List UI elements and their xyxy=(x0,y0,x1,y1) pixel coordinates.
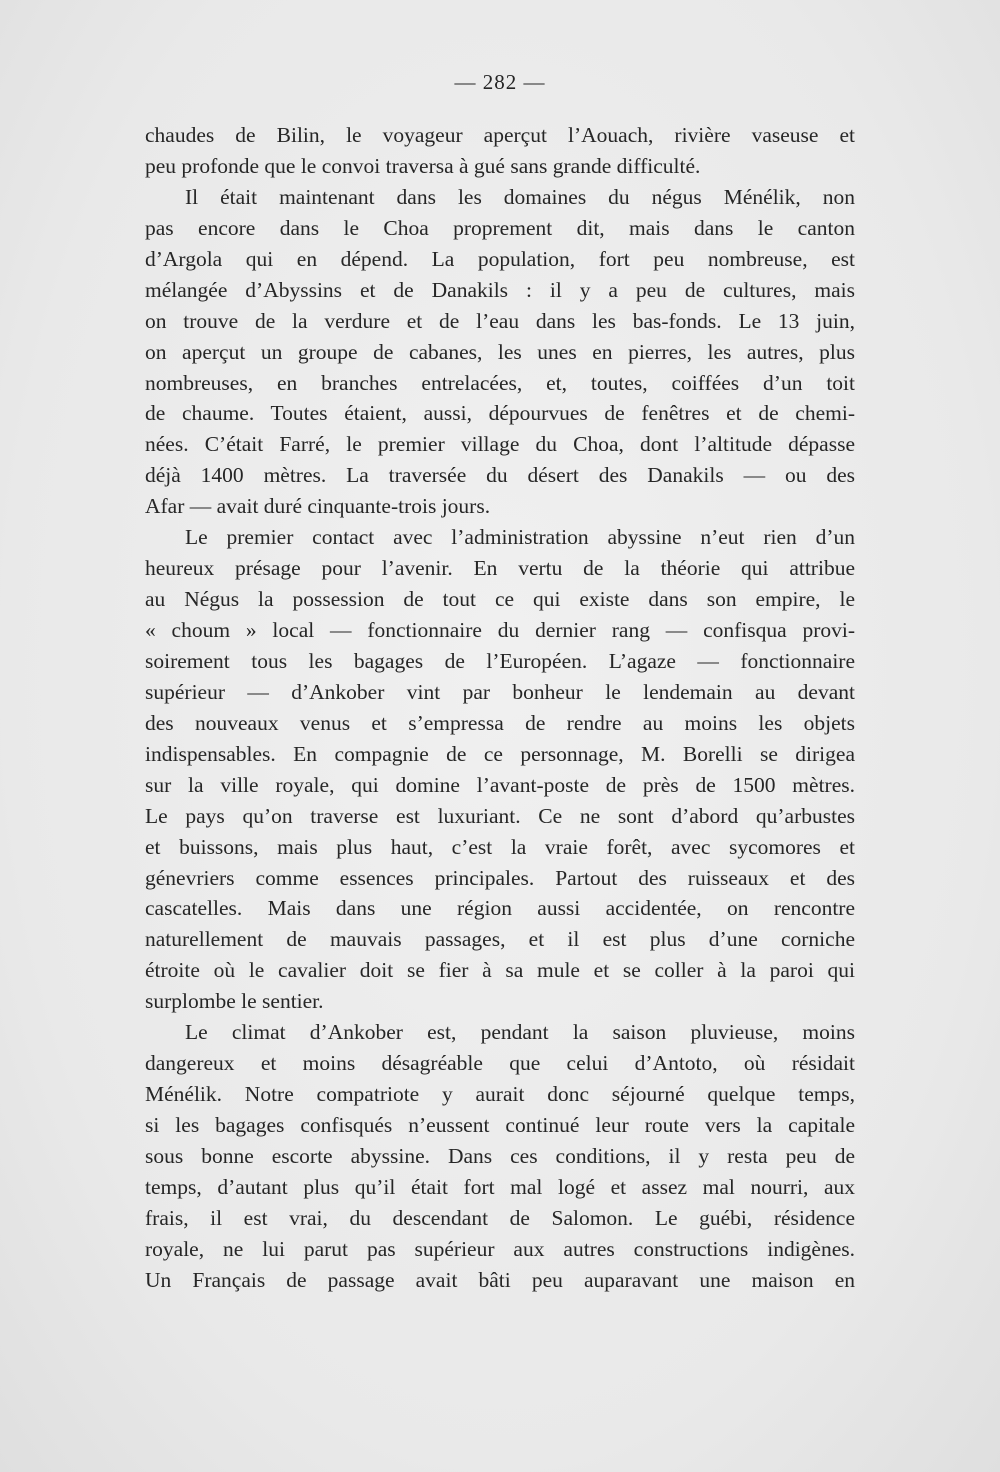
text-line: Afar — avait duré cinquante-trois jours. xyxy=(145,494,491,519)
text-line: surplombe le sentier. xyxy=(145,989,324,1014)
text-line: dangereux et moins désagréable que celui d’Antoto, où résidait xyxy=(145,1051,855,1076)
text-line: Le climat d’Ankober est, pendant la saison pluvieuse, moins xyxy=(185,1020,855,1045)
text-line: supérieur — d’Ankober vint par bonheur le lendemain au devant xyxy=(145,679,855,704)
text-line: déjà 1400 mètres. La traversée du désert des Danakils — ou des xyxy=(145,463,855,488)
text-line: chaudes de Bilin, le voyageur aperçut l’Aouach, rivière vaseuse et xyxy=(145,123,855,147)
text-line: on trouve de la verdure et de l’eau dans les bas-fonds. Le 13 juin, xyxy=(145,308,855,333)
text-line: cascatelles. Mais dans une région aussi accidentée, on rencontre xyxy=(145,896,855,921)
text-line: Le pays qu’on traverse est luxuriant. Ce ne sont d’abord qu’arbustes xyxy=(145,803,855,828)
text-line: frais, il est vrai, du descendant de Salomon. Le guébi, résidence xyxy=(145,1205,855,1230)
text-line: et buissons, mais plus haut, c’est la vraie forêt, avec sycomores et xyxy=(145,834,855,859)
text-line: des nouveaux venus et s’empressa de rendre au moins les objets xyxy=(145,710,855,735)
text-line: heureux présage pour l’avenir. En vertu de la théorie qui attribue xyxy=(145,556,855,581)
text-line: pas encore dans le Choa proprement dit, mais dans le canton xyxy=(145,215,855,240)
text-line: au Négus la possession de tout ce qui existe dans son empire, le xyxy=(145,587,855,612)
text-line: Ménélik. Notre compatriote y aurait donc séjourné quelque temps, xyxy=(145,1082,855,1107)
body-text xyxy=(145,120,855,1296)
page-number: — 282 — xyxy=(454,70,546,94)
text-line: « choum » local — fonctionnaire du dernier rang — confisqua provi- xyxy=(145,618,855,642)
text-line: Le premier contact avec l’administration abyssine n’eut rien d’un xyxy=(185,525,855,550)
text-line: mélangée d’Abyssins et de Danakils : il y a peu de cultures, mais xyxy=(145,277,855,302)
text-line: sous bonne escorte abyssine. Dans ces conditions, il y resta peu de xyxy=(145,1143,855,1168)
text-line: soirement tous les bagages de l’Européen. L’agaze — fonctionnaire xyxy=(145,648,855,673)
text-line: nombreuses, en branches entrelacées, et, toutes, coiffées d’un toit xyxy=(145,370,855,395)
text-line: peu profonde que le convoi traversa à gué sans grande difficulté. xyxy=(145,153,701,178)
text-line: étroite où le cavalier doit se fier à sa mule et se coller à la paroi qui xyxy=(145,958,855,983)
text-line: sur la ville royale, qui domine l’avant-poste de près de 1500 mètres. xyxy=(145,772,855,797)
text-line: de chaume. Toutes étaient, aussi, dépourvues de fenêtres et de chemi- xyxy=(145,401,855,426)
text-line: on aperçut un groupe de cabanes, les unes en pierres, les autres, plus xyxy=(145,339,855,364)
text-line: royale, ne lui parut pas supérieur aux autres constructions indigènes. xyxy=(145,1236,855,1261)
text-line: si les bagages confisqués n’eussent continué leur route vers la capitale xyxy=(145,1113,855,1137)
text-line: Il était maintenant dans les domaines du négus Ménélik, non xyxy=(185,184,855,209)
text-line: naturellement de mauvais passages, et il est plus d’une corniche xyxy=(145,927,855,952)
text-line: génevriers comme essences principales. Partout des ruisseaux et des xyxy=(145,865,855,890)
text-line: d’Argola qui en dépend. La population, fort peu nombreuse, est xyxy=(145,246,855,271)
text-line: Un Français de passage avait bâti peu auparavant une maison en xyxy=(145,1267,855,1292)
text-line: indispensables. En compagnie de ce personnage, M. Borelli se dirigea xyxy=(145,741,855,766)
text-line: temps, d’autant plus qu’il était fort mal logé et assez mal nourri, aux xyxy=(145,1174,855,1199)
text-line: nées. C’était Farré, le premier village du Choa, dont l’altitude dépasse xyxy=(145,432,855,457)
